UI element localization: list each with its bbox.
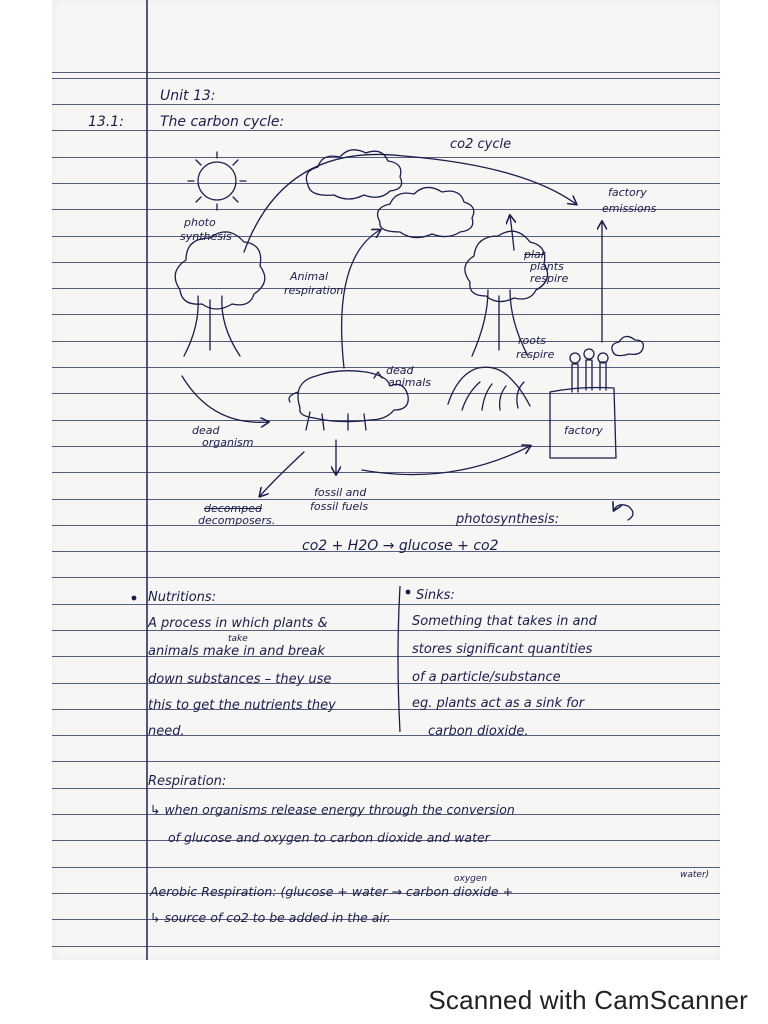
respiration-line-1: ↳ when organisms release energy through the conversion — [150, 802, 515, 817]
respiration-heading: Respiration: — [148, 774, 227, 789]
co2-cycle-label: co2 cycle — [450, 137, 512, 152]
nutritions-line-5: need. — [148, 724, 185, 739]
animal-respiration-label-line1: Animal — [290, 270, 329, 283]
cloud-icon — [378, 187, 474, 237]
nutritions-line-3: down substances – they use — [148, 672, 332, 687]
notebook-page — [52, 0, 720, 960]
photosynthesis-label-line1: photo — [184, 216, 216, 229]
photosynthesis-heading: photosynthesis: — [456, 512, 560, 527]
photosynthesis-equation: co2 + H2O → glucose + co2 — [302, 538, 499, 554]
sinks-line-2: stores significant quantities — [412, 642, 593, 657]
sinks-line-1: Something that takes in and — [412, 614, 597, 629]
plants-respire-label-line2: respire — [530, 272, 569, 285]
plants-respire-struck: plar — [524, 248, 546, 261]
tree-icon — [175, 232, 265, 356]
ruled-line — [52, 867, 720, 868]
fossil-fuels-label-line2: fossil fuels — [310, 500, 369, 513]
factory-emissions-label-line1: factory — [608, 186, 647, 199]
factory-emissions-label-line2: emissions — [602, 202, 657, 215]
scanner-credit: Scanned with CamScanner — [428, 985, 748, 1015]
sun-icon — [188, 152, 246, 210]
dead-organism-label-line2: organism — [202, 436, 254, 449]
carbon-cycle-diagram — [52, 0, 720, 560]
aerobic-annotation-oxygen: oxygen — [454, 874, 488, 884]
factory-icon — [550, 349, 616, 458]
sinks-line-5: carbon dioxide. — [428, 724, 529, 739]
photosynthesis-label-line2: synthesis — [180, 230, 232, 243]
ruled-line — [52, 761, 720, 762]
nutritions-line-4: this to get the nutrients they — [148, 698, 336, 713]
cloud-icon — [306, 150, 401, 199]
ruled-line — [52, 946, 720, 947]
aerobic-line-1: Aerobic Respiration: (glucose + water → carbon dioxide + — [150, 884, 514, 899]
sinks-heading: Sinks: — [416, 588, 455, 603]
cloud-icon — [612, 336, 643, 355]
roots-icon — [448, 367, 530, 410]
section-number: 13.1: — [88, 114, 124, 130]
roots-respire-label-line1: roots — [518, 334, 547, 347]
dead-animals-label-line1: dead — [386, 364, 414, 377]
sinks-line-4: eg. plants act as a sink for — [412, 696, 585, 711]
nutritions-line-2: animals make in and break — [148, 644, 325, 659]
nutritions-heading: Nutritions: — [148, 590, 217, 605]
sinks-line-3: of a particle/substance — [412, 670, 561, 685]
decomposers-struck: decomped — [204, 502, 262, 515]
ruled-line — [52, 577, 720, 578]
fossil-fuels-label-line1: fossil and — [314, 486, 367, 499]
respiration-line-2: of glucose and oxygen to carbon dioxide and water — [168, 830, 490, 845]
factory-label: factory — [564, 424, 603, 437]
unit-heading: Unit 13: — [160, 88, 216, 104]
dead-animals-label-line2: animals — [388, 376, 432, 389]
decomposers-label: decomposers. — [198, 514, 276, 527]
section-title: The carbon cycle: — [160, 114, 285, 130]
aerobic-annotation-water: water) — [680, 870, 710, 880]
dead-organism-label-line1: dead — [192, 424, 220, 437]
aerobic-line-2: ↳ source of co2 to be added in the air. — [150, 910, 391, 925]
plants-respire-label-line1: plants — [530, 260, 564, 273]
nutritions-line-1: A process in which plants & — [148, 616, 328, 631]
nutritions-correction: take — [228, 634, 248, 644]
roots-respire-label-line2: respire — [516, 348, 555, 361]
animal-respiration-label-line2: respiration — [284, 284, 344, 297]
